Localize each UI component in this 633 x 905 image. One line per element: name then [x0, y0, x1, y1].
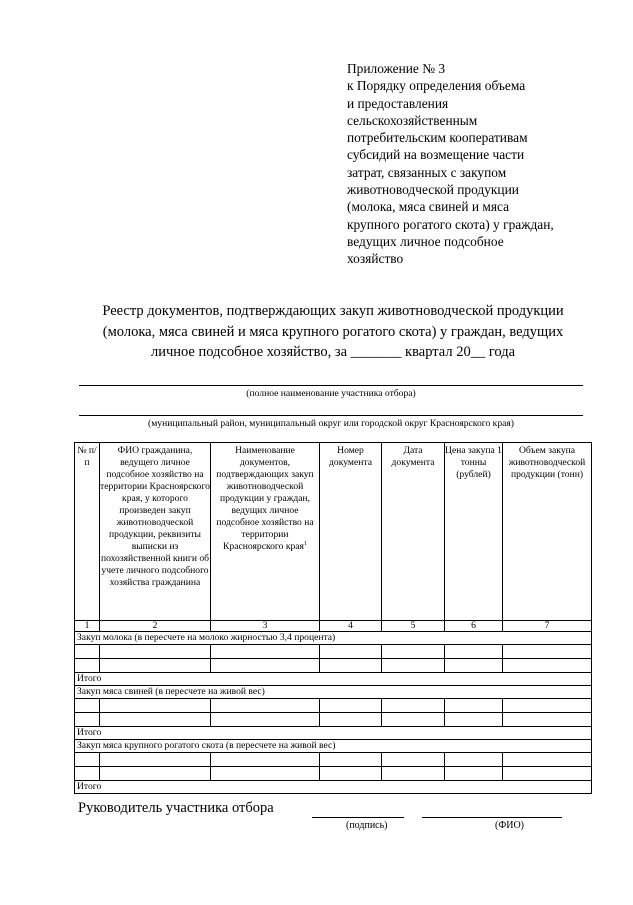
appendix-line: затрат, связанных с закупом	[347, 164, 507, 180]
total-row-milk	[75, 673, 592, 686]
column-number: 5	[382, 621, 445, 632]
table-cell[interactable]	[503, 699, 592, 713]
total-label: Итого	[75, 781, 592, 794]
district-caption: (муниципальный район, муниципальный округ или городской округ Красноярского края)	[148, 418, 514, 429]
table-row	[75, 699, 592, 713]
appendix-line: (молока, мяса свиней и мяса	[347, 199, 510, 215]
table-cell[interactable]	[320, 699, 382, 713]
table-cell[interactable]	[320, 767, 382, 781]
signature-caption: (подпись)	[346, 820, 388, 831]
column-number: 2	[100, 621, 211, 632]
appendix-line: крупного рогатого скота) у граждан,	[347, 216, 554, 232]
header-cell-doc-number: Номер документа	[320, 443, 382, 621]
table-cell[interactable]	[445, 713, 503, 727]
title-line-2: (молока, мяса свиней и мяса крупного рогатого скота) у граждан, ведущих	[102, 323, 564, 340]
table-cell[interactable]	[503, 645, 592, 659]
participant-name-line	[79, 385, 583, 386]
document-title	[60, 301, 606, 363]
column-number: 6	[445, 621, 503, 632]
appendix-line: потребительским кооперативам	[347, 130, 528, 146]
table-cell[interactable]	[211, 767, 320, 781]
table-cell[interactable]	[445, 753, 503, 767]
table-cell[interactable]	[100, 659, 211, 673]
appendix-line: к Порядку определения объема	[347, 78, 526, 94]
header-cell-volume: Объем закупа животноводческой продукции (тонн)	[503, 443, 592, 621]
header-cell-documents	[211, 443, 320, 621]
table-cell[interactable]	[503, 713, 592, 727]
table-cell[interactable]	[503, 753, 592, 767]
section-row-milk	[75, 632, 592, 645]
table-cell[interactable]	[320, 645, 382, 659]
appendix-line: ведущих личное подсобное	[347, 233, 504, 249]
signature-line	[312, 817, 404, 818]
table-cell[interactable]	[100, 699, 211, 713]
table-cell[interactable]	[100, 713, 211, 727]
section-row-pork	[75, 686, 592, 699]
table-cell[interactable]	[211, 659, 320, 673]
header-cell-doc-date: Дата документа	[382, 443, 445, 621]
table-cell[interactable]	[75, 713, 100, 727]
participant-name-caption: (полное наименование участника отбора)	[246, 388, 416, 399]
footnote-mark: 1	[303, 540, 307, 547]
section-row-cattle	[75, 740, 592, 753]
section-title-cattle: Закуп мяса крупного рогатого скота (в пересчете на живой вес)	[75, 740, 592, 753]
table-row	[75, 713, 592, 727]
table-cell[interactable]	[382, 713, 445, 727]
title-line-1: Реестр документов, подтверждающих закуп животноводческой продукции	[102, 303, 564, 319]
header-cell-number: № п/п	[75, 443, 100, 621]
appendix-line: сельскохозяйственным	[347, 112, 478, 128]
table-cell[interactable]	[382, 659, 445, 673]
table-cell[interactable]	[382, 767, 445, 781]
table-cell[interactable]	[211, 645, 320, 659]
total-row-cattle	[75, 781, 592, 794]
table-cell[interactable]	[382, 699, 445, 713]
column-number: 7	[503, 621, 592, 632]
section-title-milk: Закуп молока (в пересчете на молоко жирностью 3,4 процента)	[75, 632, 592, 645]
appendix-line: субсидий на возмещение части	[347, 147, 525, 163]
table-row	[75, 645, 592, 659]
table-cell[interactable]	[75, 659, 100, 673]
table-cell[interactable]	[320, 713, 382, 727]
table-cell[interactable]	[75, 753, 100, 767]
appendix-block	[347, 60, 597, 268]
column-number: 3	[211, 621, 320, 632]
name-line	[422, 817, 562, 818]
appendix-line: животноводческой продукции	[347, 182, 519, 198]
total-row-pork	[75, 727, 592, 740]
column-number: 1	[75, 621, 100, 632]
table-cell[interactable]	[211, 753, 320, 767]
table-cell[interactable]	[75, 699, 100, 713]
header-documents-text: Наименование документов, подтверждающих закуп животноводческой продукции у граждан, ведущих личное подсобное хозяйство на территории Красноярского края	[216, 445, 314, 552]
title-line-3: личное подсобное хозяйство, за _______ квартал 20__ года	[150, 344, 516, 360]
column-number: 4	[320, 621, 382, 632]
header-row	[75, 443, 592, 621]
table-row	[75, 659, 592, 673]
table-cell[interactable]	[320, 659, 382, 673]
table-cell[interactable]	[211, 699, 320, 713]
table-cell[interactable]	[100, 767, 211, 781]
table-cell[interactable]	[211, 713, 320, 727]
table-cell[interactable]	[445, 659, 503, 673]
column-number-row	[75, 621, 592, 632]
registry-table	[74, 442, 592, 794]
table-cell[interactable]	[445, 767, 503, 781]
table-cell[interactable]	[503, 767, 592, 781]
total-label: Итого	[75, 673, 592, 686]
district-line	[79, 415, 583, 416]
table-cell[interactable]	[100, 753, 211, 767]
header-cell-citizen: ФИО гражданина, ведущего личное подсобное хозяйство на территории Красноярского края, у которого произведен закуп животноводческой продукции, реквизиты выписки из похозяйственной книги об учете личного подсобного хозяйства гражданина	[100, 443, 211, 621]
table-row	[75, 753, 592, 767]
table-cell[interactable]	[382, 645, 445, 659]
signature-label: Руководитель участника отбора	[78, 800, 274, 816]
table-cell[interactable]	[382, 753, 445, 767]
name-caption: (ФИО)	[495, 820, 525, 831]
table-cell[interactable]	[445, 699, 503, 713]
table-cell[interactable]	[503, 659, 592, 673]
appendix-line: и предоставления	[347, 95, 449, 111]
table-cell[interactable]	[445, 645, 503, 659]
table-cell[interactable]	[320, 753, 382, 767]
table-cell[interactable]	[100, 645, 211, 659]
appendix-line: хозяйство	[347, 251, 404, 267]
total-label: Итого	[75, 727, 592, 740]
table-cell[interactable]	[75, 767, 100, 781]
header-cell-price: Цена закупа 1 тонны (рублей)	[445, 443, 503, 621]
table-cell[interactable]	[75, 645, 100, 659]
section-title-pork: Закуп мяса свиней (в пересчете на живой вес)	[75, 686, 592, 699]
table-row	[75, 767, 592, 781]
appendix-line: Приложение № 3	[347, 61, 446, 76]
